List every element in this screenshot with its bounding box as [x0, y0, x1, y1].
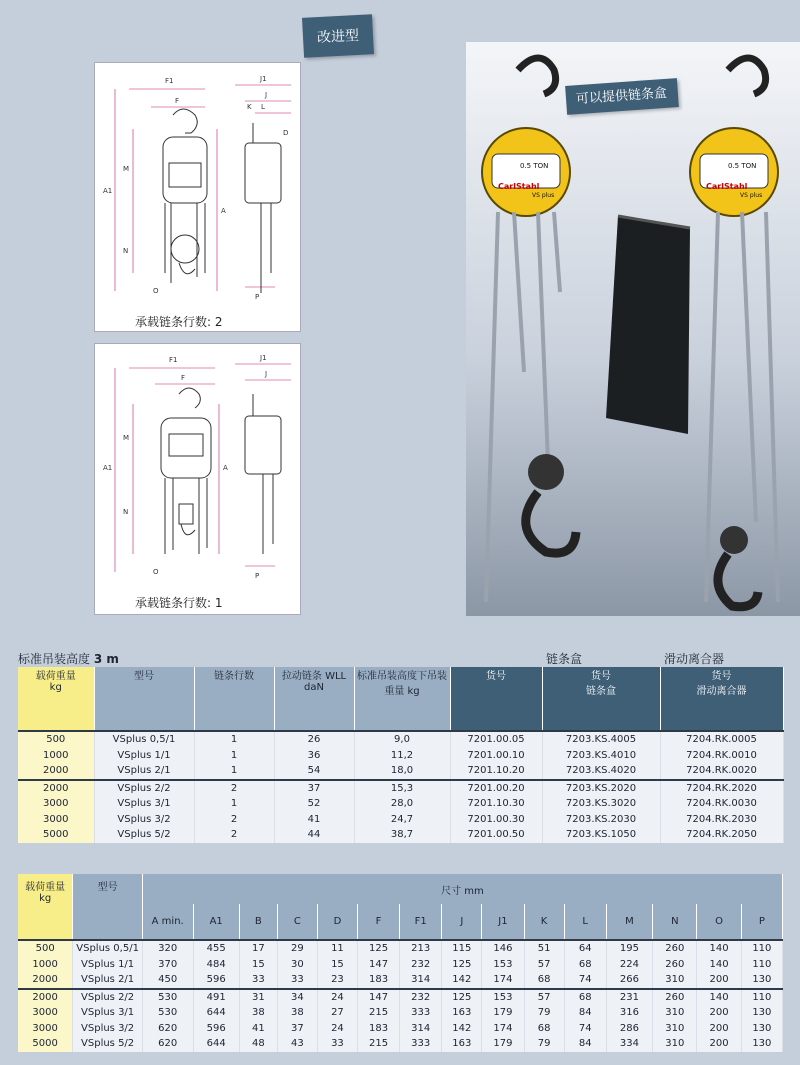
dimension-cell: 644	[193, 1036, 239, 1052]
dimension-cell: 163	[442, 1036, 482, 1052]
dimension-cell: 38	[239, 1005, 277, 1021]
order-cell: 2	[194, 827, 274, 843]
dimension-cell: 314	[400, 1021, 442, 1037]
order-row	[18, 731, 783, 748]
dim-col-header: B	[239, 904, 277, 940]
order-cell: 2	[194, 780, 274, 797]
dimension-cell: 33	[239, 972, 277, 989]
dimension-cell: 3000	[18, 1005, 73, 1021]
dimension-cell: 30	[277, 957, 317, 973]
dimension-cell: 110	[741, 957, 782, 973]
dimension-cell: 153	[482, 957, 524, 973]
rating-label-left: 0.5 TON	[520, 162, 549, 170]
dimension-cell: 130	[741, 1021, 782, 1037]
table1-caption-height: 3 m	[93, 652, 119, 666]
model-order-table	[18, 667, 784, 843]
dimension-cell: 620	[142, 1036, 193, 1052]
order-cell: VSplus 2/2	[94, 780, 194, 797]
dimension-cell: 183	[357, 1021, 399, 1037]
brand-label-left: CarlStahl	[498, 182, 540, 191]
dim-header-model: 型号	[73, 874, 143, 940]
model-label-left: VS plus	[532, 192, 555, 199]
dim-col-header: P	[741, 904, 782, 940]
order-cell: 2	[194, 812, 274, 828]
order-cell: 7203.KS.2030	[542, 812, 660, 828]
dimension-cell: VSplus 2/2	[73, 989, 143, 1006]
order-cell: 1000	[18, 748, 94, 764]
dimension-cell: 110	[741, 989, 782, 1006]
dimension-cell: 29	[277, 940, 317, 957]
dimension-cell: 147	[357, 957, 399, 973]
svg-text:L: L	[261, 103, 265, 111]
hoist-photo-svg	[466, 42, 800, 616]
dimension-cell: 2000	[18, 972, 73, 989]
dimension-row	[18, 1005, 783, 1021]
dimension-cell: 232	[400, 957, 442, 973]
dimension-cell: 37	[277, 1021, 317, 1037]
order-cell: 7203.KS.1050	[542, 827, 660, 843]
order-cell: 37	[274, 780, 354, 797]
order-cell: 7204.RK.0010	[660, 748, 783, 764]
dimension-cell: 15	[239, 957, 277, 973]
order-row	[18, 796, 783, 812]
dimension-cell: 79	[524, 1005, 564, 1021]
dimension-cell: 286	[606, 1021, 652, 1037]
dimension-cell: 224	[606, 957, 652, 973]
order-cell: 7204.RK.0030	[660, 796, 783, 812]
dim-col-header: J1	[482, 904, 524, 940]
dimension-cell: 310	[653, 1021, 697, 1037]
model-label-right: VS plus	[740, 192, 763, 199]
lower-caption: 承载链条行数: 1	[135, 596, 223, 610]
dimension-row	[18, 1021, 783, 1037]
order-cell: 2000	[18, 763, 94, 780]
dimension-cell: 130	[741, 972, 782, 989]
dimension-cell: 310	[653, 1005, 697, 1021]
dimension-cell: VSplus 0,5/1	[73, 940, 143, 957]
rating-label-right: 0.5 TON	[728, 162, 757, 170]
svg-text:J1: J1	[260, 75, 267, 83]
order-cell: 7201.00.10	[450, 748, 542, 764]
dim-col-header: C	[277, 904, 317, 940]
dimension-cell: 33	[277, 972, 317, 989]
dimension-cell: 195	[606, 940, 652, 957]
dimension-row	[18, 940, 783, 957]
dimension-cell: 146	[482, 940, 524, 957]
dimension-cell: 213	[400, 940, 442, 957]
dimension-cell: 2000	[18, 989, 73, 1006]
dim-col-header: F1	[400, 904, 442, 940]
dimension-cell: 64	[564, 940, 606, 957]
dim-header-dims: 尺寸 mm	[142, 874, 782, 904]
svg-text:N: N	[123, 508, 129, 516]
order-cell: 26	[274, 731, 354, 748]
order-row	[18, 827, 783, 843]
order-cell: 52	[274, 796, 354, 812]
dimension-cell: 174	[482, 972, 524, 989]
dimension-cell: 183	[357, 972, 399, 989]
dimension-cell: 24	[317, 989, 357, 1006]
upper-caption: 承载链条行数: 2	[135, 315, 223, 329]
dimension-row	[18, 957, 783, 973]
dimension-cell: 333	[400, 1005, 442, 1021]
order-cell: 7204.RK.2030	[660, 812, 783, 828]
dimension-row	[18, 972, 783, 989]
order-cell: VSplus 5/2	[94, 827, 194, 843]
svg-text:O: O	[153, 287, 159, 295]
dimension-cell: 43	[277, 1036, 317, 1052]
dimension-cell: 33	[317, 1036, 357, 1052]
dim-col-header: A1	[193, 904, 239, 940]
dim-col-header: N	[653, 904, 697, 940]
dimension-cell: 310	[653, 972, 697, 989]
dimension-cell: 260	[653, 940, 697, 957]
table1-caption	[18, 650, 119, 667]
hoist-drawing-svg	[95, 63, 300, 303]
dimension-cell: 596	[193, 1021, 239, 1037]
improved-badge: 改进型	[302, 14, 374, 58]
dim-col-header: D	[317, 904, 357, 940]
dimension-cell: 140	[697, 940, 741, 957]
order-cell: 3000	[18, 812, 94, 828]
svg-text:K: K	[247, 103, 252, 111]
dimension-cell: 125	[442, 989, 482, 1006]
order-cell: 7201.00.50	[450, 827, 542, 843]
order-cell: 38,7	[354, 827, 450, 843]
dimension-cell: 125	[357, 940, 399, 957]
dim-col-header: J	[442, 904, 482, 940]
header-load: 载荷重量 kg	[18, 667, 94, 731]
dimension-cell: 232	[400, 989, 442, 1006]
order-cell: 7201.10.30	[450, 796, 542, 812]
dimension-cell: VSplus 3/2	[73, 1021, 143, 1037]
order-cell: 44	[274, 827, 354, 843]
svg-text:F: F	[175, 97, 180, 105]
dimension-cell: 530	[142, 989, 193, 1006]
order-cell: 11,2	[354, 748, 450, 764]
hoist-drawing-svg-2	[95, 344, 300, 584]
dimension-cell: 200	[697, 1036, 741, 1052]
order-cell: 1	[194, 731, 274, 748]
dimension-cell: 147	[357, 989, 399, 1006]
dimension-cell: 370	[142, 957, 193, 973]
dimension-cell: 484	[193, 957, 239, 973]
svg-text:A: A	[221, 207, 226, 215]
dimension-cell: 23	[317, 972, 357, 989]
order-cell: 7201.00.20	[450, 780, 542, 797]
svg-text:F: F	[181, 374, 186, 382]
svg-text:F1: F1	[165, 77, 174, 85]
dimension-cell: 68	[524, 1021, 564, 1037]
order-cell: 7204.RK.2050	[660, 827, 783, 843]
dimension-cell: 17	[239, 940, 277, 957]
dimension-cell: 200	[697, 1021, 741, 1037]
order-cell: 7201.00.05	[450, 731, 542, 748]
order-cell: 1	[194, 763, 274, 780]
header-pull: 拉动链条 WLL daN	[274, 667, 354, 731]
dim-header-load: 载荷重量 kg	[18, 874, 73, 940]
dimension-cell: 644	[193, 1005, 239, 1021]
dimension-cell: 130	[741, 1005, 782, 1021]
order-cell: 7204.RK.0020	[660, 763, 783, 780]
order-cell: 15,3	[354, 780, 450, 797]
slip-clutch-group-title: 滑动离合器	[664, 652, 725, 666]
dimension-cell: 334	[606, 1036, 652, 1052]
order-cell: VSplus 0,5/1	[94, 731, 194, 748]
dimension-cell: 74	[564, 972, 606, 989]
header-falls: 链条行数	[194, 667, 274, 731]
order-cell: 1	[194, 748, 274, 764]
dimension-cell: 84	[564, 1036, 606, 1052]
order-cell: 7204.RK.2020	[660, 780, 783, 797]
order-cell: 7203.KS.2020	[542, 780, 660, 797]
dimension-cell: 51	[524, 940, 564, 957]
dimension-cell: 215	[357, 1005, 399, 1021]
svg-text:O: O	[153, 568, 159, 576]
svg-text:A: A	[223, 464, 228, 472]
order-cell: VSplus 2/1	[94, 763, 194, 780]
order-row	[18, 812, 783, 828]
dimension-cell: 596	[193, 972, 239, 989]
header-weight: 标准吊装高度下吊装 重量 kg	[354, 667, 450, 731]
dim-col-header: K	[524, 904, 564, 940]
dimension-cell: 68	[564, 989, 606, 1006]
header-item-box: 货号 链条盒	[542, 667, 660, 731]
svg-text:F1: F1	[169, 356, 178, 364]
dimension-cell: 31	[239, 989, 277, 1006]
dimension-cell: VSplus 3/1	[73, 1005, 143, 1021]
header-item: 货号	[450, 667, 542, 731]
dimension-cell: 316	[606, 1005, 652, 1021]
dimension-cell: 310	[653, 1036, 697, 1052]
order-row	[18, 763, 783, 780]
order-cell: 54	[274, 763, 354, 780]
order-cell: 7201.00.30	[450, 812, 542, 828]
dimension-cell: 333	[400, 1036, 442, 1052]
dimension-cell: 266	[606, 972, 652, 989]
dimension-cell: 115	[442, 940, 482, 957]
dimension-cell: 314	[400, 972, 442, 989]
chain-box-badge: 可以提供链条盒	[565, 78, 679, 115]
dimension-cell: 320	[142, 940, 193, 957]
svg-text:P: P	[255, 293, 260, 301]
dim-col-header: F	[357, 904, 399, 940]
dimension-cell: 200	[697, 972, 741, 989]
dim-col-header: A min.	[142, 904, 193, 940]
dimension-cell: VSplus 1/1	[73, 957, 143, 973]
dimension-cell: 79	[524, 1036, 564, 1052]
dimension-cell: 179	[482, 1036, 524, 1052]
svg-text:J: J	[265, 91, 268, 99]
dimension-cell: 620	[142, 1021, 193, 1037]
dimension-cell: 153	[482, 989, 524, 1006]
order-cell: 7203.KS.4010	[542, 748, 660, 764]
order-cell: 7201.10.20	[450, 763, 542, 780]
dim-col-header: L	[564, 904, 606, 940]
dimension-cell: 15	[317, 957, 357, 973]
brand-label-right: CarlStahl	[706, 182, 748, 191]
svg-text:J: J	[265, 370, 268, 378]
order-cell: 5000	[18, 827, 94, 843]
order-cell: 7203.KS.4005	[542, 731, 660, 748]
dim-col-header: O	[697, 904, 741, 940]
dimension-cell: 27	[317, 1005, 357, 1021]
order-cell: 7204.RK.0005	[660, 731, 783, 748]
dim-col-header: M	[606, 904, 652, 940]
dimension-cell: 5000	[18, 1036, 73, 1052]
dimension-cell: 84	[564, 1005, 606, 1021]
dimension-cell: 1000	[18, 957, 73, 973]
dimension-cell: VSplus 2/1	[73, 972, 143, 989]
dimension-cell: 140	[697, 957, 741, 973]
header-model: 型号	[94, 667, 194, 731]
order-cell: VSplus 3/2	[94, 812, 194, 828]
dimension-cell: 174	[482, 1021, 524, 1037]
dimension-cell: 200	[697, 1005, 741, 1021]
order-cell: 7203.KS.4020	[542, 763, 660, 780]
order-cell: 41	[274, 812, 354, 828]
dimension-cell: 125	[442, 957, 482, 973]
header-item-clutch: 货号 滑动离合器	[660, 667, 783, 731]
dimensions-table	[18, 874, 783, 1052]
dimension-cell: 130	[741, 1036, 782, 1052]
svg-text:A1: A1	[103, 187, 113, 195]
svg-text:A1: A1	[103, 464, 113, 472]
order-cell: 500	[18, 731, 94, 748]
svg-text:P: P	[255, 572, 260, 580]
dimension-cell: 500	[18, 940, 73, 957]
svg-text:D: D	[283, 129, 289, 137]
product-photo	[466, 42, 800, 616]
dimension-cell: 41	[239, 1021, 277, 1037]
dimension-cell: 163	[442, 1005, 482, 1021]
dimension-cell: 179	[482, 1005, 524, 1021]
order-row	[18, 748, 783, 764]
dimension-cell: 140	[697, 989, 741, 1006]
technical-drawing-two-falls	[94, 62, 301, 332]
order-cell: 1	[194, 796, 274, 812]
dimension-cell: 110	[741, 940, 782, 957]
dimension-cell: 68	[564, 957, 606, 973]
svg-text:M: M	[123, 165, 130, 173]
order-cell: 36	[274, 748, 354, 764]
dimension-cell: 74	[564, 1021, 606, 1037]
dimension-cell: 530	[142, 1005, 193, 1021]
dimension-row	[18, 989, 783, 1006]
dimension-cell: 491	[193, 989, 239, 1006]
technical-drawing-one-fall	[94, 343, 301, 615]
order-cell: 3000	[18, 796, 94, 812]
svg-text:M: M	[123, 434, 130, 442]
order-cell: 9,0	[354, 731, 450, 748]
order-cell: 18,0	[354, 763, 450, 780]
order-cell: 24,7	[354, 812, 450, 828]
dimension-cell: 57	[524, 957, 564, 973]
dimension-cell: 260	[653, 989, 697, 1006]
dimension-cell: 24	[317, 1021, 357, 1037]
dimension-cell: 215	[357, 1036, 399, 1052]
order-row	[18, 780, 783, 797]
dimension-cell: 450	[142, 972, 193, 989]
dimension-cell: 11	[317, 940, 357, 957]
dimension-cell: 38	[277, 1005, 317, 1021]
svg-text:J1: J1	[260, 354, 267, 362]
order-cell: VSplus 3/1	[94, 796, 194, 812]
svg-text:N: N	[123, 247, 129, 255]
order-cell: 7203.KS.3020	[542, 796, 660, 812]
dimension-cell: 142	[442, 972, 482, 989]
order-cell: 2000	[18, 780, 94, 797]
dimension-cell: 231	[606, 989, 652, 1006]
dimension-cell: 3000	[18, 1021, 73, 1037]
order-cell: VSplus 1/1	[94, 748, 194, 764]
dimension-cell: 57	[524, 989, 564, 1006]
dimension-row	[18, 1036, 783, 1052]
dimension-cell: 455	[193, 940, 239, 957]
dimension-cell: VSplus 5/2	[73, 1036, 143, 1052]
dimension-cell: 142	[442, 1021, 482, 1037]
dimension-cell: 260	[653, 957, 697, 973]
chain-box-group-title: 链条盒	[546, 652, 583, 666]
dimension-cell: 48	[239, 1036, 277, 1052]
dimension-cell: 34	[277, 989, 317, 1006]
table1-caption-prefix: 标准吊装高度	[18, 652, 91, 666]
order-cell: 28,0	[354, 796, 450, 812]
dimension-cell: 68	[524, 972, 564, 989]
